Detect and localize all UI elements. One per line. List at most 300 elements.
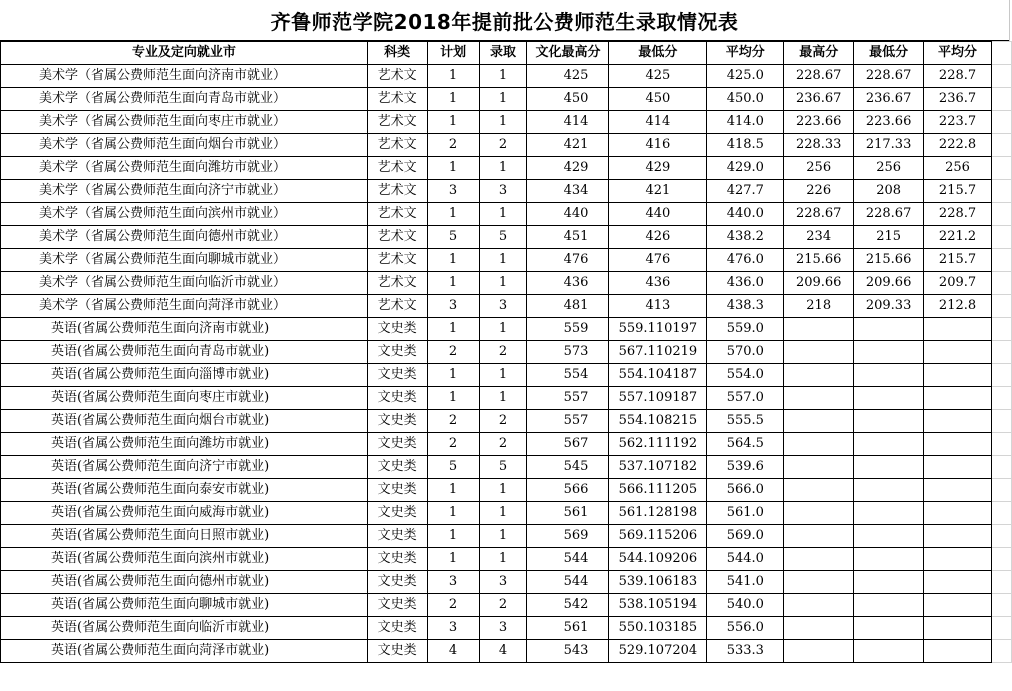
cell-min[interactable]: 566.111205 (609, 479, 707, 502)
empty-cell[interactable] (991, 594, 1011, 617)
cell-category[interactable]: 文史类 (367, 410, 427, 433)
cell-art-avg[interactable] (924, 410, 992, 433)
cell-avg[interactable]: 556.0 (707, 617, 784, 640)
empty-cell[interactable] (991, 65, 1011, 88)
cell-major[interactable]: 英语(省属公费师范生面向德州市就业) (1, 571, 368, 594)
cell-art-min[interactable]: 215 (854, 226, 924, 249)
cell-major[interactable]: 英语(省属公费师范生面向日照市就业) (1, 525, 368, 548)
cell-art-min[interactable] (854, 525, 924, 548)
cell-culture-max[interactable]: 450 (527, 88, 609, 111)
cell-avg[interactable]: 561.0 (707, 502, 784, 525)
cell-art-max[interactable]: 228.67 (784, 65, 854, 88)
cell-category[interactable]: 文史类 (367, 387, 427, 410)
cell-culture-max[interactable]: 557 (527, 387, 609, 410)
cell-art-min[interactable] (854, 502, 924, 525)
cell-major[interactable]: 英语(省属公费师范生面向临沂市就业) (1, 617, 368, 640)
cell-plan[interactable]: 2 (427, 134, 479, 157)
cell-art-min[interactable] (854, 387, 924, 410)
cell-min[interactable]: 425 (609, 65, 707, 88)
cell-category[interactable]: 文史类 (367, 318, 427, 341)
cell-major[interactable]: 美术学（省属公费师范生面向德州市就业） (1, 226, 368, 249)
cell-admitted[interactable]: 5 (479, 226, 527, 249)
cell-art-min[interactable] (854, 364, 924, 387)
cell-admitted[interactable]: 2 (479, 134, 527, 157)
cell-art-min[interactable]: 209.66 (854, 272, 924, 295)
cell-category[interactable]: 文史类 (367, 502, 427, 525)
cell-min[interactable]: 539.106183 (609, 571, 707, 594)
cell-admitted[interactable]: 1 (479, 364, 527, 387)
cell-category[interactable]: 文史类 (367, 456, 427, 479)
cell-art-min[interactable]: 208 (854, 180, 924, 203)
empty-cell[interactable] (991, 249, 1011, 272)
empty-cell[interactable] (991, 617, 1011, 640)
empty-cell[interactable] (991, 134, 1011, 157)
cell-avg[interactable]: 438.3 (707, 295, 784, 318)
empty-cell[interactable] (991, 272, 1011, 295)
cell-category[interactable]: 文史类 (367, 617, 427, 640)
cell-major[interactable]: 美术学（省属公费师范生面向聊城市就业） (1, 249, 368, 272)
cell-avg[interactable]: 566.0 (707, 479, 784, 502)
cell-major[interactable]: 英语(省属公费师范生面向青岛市就业) (1, 341, 368, 364)
cell-category[interactable]: 艺术文 (367, 295, 427, 318)
header-art-min[interactable]: 最低分 (854, 42, 924, 65)
cell-art-max[interactable] (784, 433, 854, 456)
cell-major[interactable]: 美术学（省属公费师范生面向临沂市就业） (1, 272, 368, 295)
cell-avg[interactable]: 544.0 (707, 548, 784, 571)
cell-category[interactable]: 艺术文 (367, 249, 427, 272)
cell-art-min[interactable]: 256 (854, 157, 924, 180)
cell-min[interactable]: 529.107204 (609, 640, 707, 663)
cell-art-avg[interactable] (924, 502, 992, 525)
cell-plan[interactable]: 3 (427, 295, 479, 318)
cell-major[interactable]: 英语(省属公费师范生面向菏泽市就业) (1, 640, 368, 663)
cell-art-avg[interactable] (924, 364, 992, 387)
cell-admitted[interactable]: 3 (479, 295, 527, 318)
cell-avg[interactable]: 570.0 (707, 341, 784, 364)
cell-avg[interactable]: 564.5 (707, 433, 784, 456)
cell-major[interactable]: 美术学（省属公费师范生面向潍坊市就业） (1, 157, 368, 180)
cell-culture-max[interactable]: 425 (527, 65, 609, 88)
cell-art-max[interactable]: 226 (784, 180, 854, 203)
cell-culture-max[interactable]: 440 (527, 203, 609, 226)
cell-min[interactable]: 421 (609, 180, 707, 203)
header-art-max[interactable]: 最高分 (784, 42, 854, 65)
cell-art-max[interactable] (784, 456, 854, 479)
cell-major[interactable]: 美术学（省属公费师范生面向滨州市就业） (1, 203, 368, 226)
cell-admitted[interactable]: 1 (479, 249, 527, 272)
cell-art-avg[interactable]: 256 (924, 157, 992, 180)
cell-admitted[interactable]: 1 (479, 548, 527, 571)
cell-art-avg[interactable] (924, 318, 992, 341)
cell-art-max[interactable] (784, 640, 854, 663)
cell-culture-max[interactable]: 557 (527, 410, 609, 433)
cell-art-avg[interactable] (924, 571, 992, 594)
cell-major[interactable]: 美术学（省属公费师范生面向济宁市就业） (1, 180, 368, 203)
cell-art-max[interactable]: 209.66 (784, 272, 854, 295)
cell-major[interactable]: 美术学（省属公费师范生面向枣庄市就业） (1, 111, 368, 134)
cell-art-avg[interactable]: 228.7 (924, 203, 992, 226)
cell-avg[interactable]: 450.0 (707, 88, 784, 111)
cell-culture-max[interactable]: 573 (527, 341, 609, 364)
cell-art-min[interactable] (854, 410, 924, 433)
cell-plan[interactable]: 1 (427, 157, 479, 180)
cell-avg[interactable]: 429.0 (707, 157, 784, 180)
cell-admitted[interactable]: 1 (479, 65, 527, 88)
cell-admitted[interactable]: 4 (479, 640, 527, 663)
cell-art-min[interactable]: 223.66 (854, 111, 924, 134)
cell-avg[interactable]: 476.0 (707, 249, 784, 272)
cell-culture-max[interactable]: 567 (527, 433, 609, 456)
cell-major[interactable]: 英语(省属公费师范生面向滨州市就业) (1, 548, 368, 571)
empty-cell[interactable] (991, 433, 1011, 456)
cell-admitted[interactable]: 5 (479, 456, 527, 479)
cell-admitted[interactable]: 2 (479, 410, 527, 433)
cell-art-min[interactable] (854, 594, 924, 617)
cell-major[interactable]: 英语(省属公费师范生面向济南市就业) (1, 318, 368, 341)
cell-culture-max[interactable]: 429 (527, 157, 609, 180)
empty-cell[interactable] (991, 410, 1011, 433)
cell-art-max[interactable]: 256 (784, 157, 854, 180)
cell-avg[interactable]: 440.0 (707, 203, 784, 226)
cell-avg[interactable]: 414.0 (707, 111, 784, 134)
cell-admitted[interactable]: 3 (479, 571, 527, 594)
cell-art-avg[interactable]: 212.8 (924, 295, 992, 318)
cell-art-min[interactable] (854, 341, 924, 364)
empty-cell[interactable] (991, 226, 1011, 249)
cell-admitted[interactable]: 3 (479, 180, 527, 203)
cell-category[interactable]: 艺术文 (367, 157, 427, 180)
cell-culture-max[interactable]: 544 (527, 571, 609, 594)
cell-category[interactable]: 文史类 (367, 525, 427, 548)
cell-min[interactable]: 429 (609, 157, 707, 180)
cell-plan[interactable]: 1 (427, 479, 479, 502)
cell-min[interactable]: 561.128198 (609, 502, 707, 525)
cell-admitted[interactable]: 1 (479, 387, 527, 410)
cell-culture-max[interactable]: 436 (527, 272, 609, 295)
table-row (1, 571, 1012, 594)
cell-plan[interactable]: 1 (427, 387, 479, 410)
cell-art-avg[interactable]: 215.7 (924, 180, 992, 203)
cell-art-max[interactable] (784, 341, 854, 364)
cell-art-max[interactable] (784, 594, 854, 617)
header-min[interactable]: 最低分 (609, 42, 707, 65)
cell-admitted[interactable]: 2 (479, 341, 527, 364)
cell-culture-max[interactable]: 545 (527, 456, 609, 479)
sheet-title: 齐鲁师范学院2018年提前批公费师范生录取情况表 (0, 0, 1010, 41)
empty-cell[interactable] (991, 180, 1011, 203)
cell-plan[interactable]: 1 (427, 548, 479, 571)
cell-avg[interactable]: 533.3 (707, 640, 784, 663)
cell-avg[interactable]: 436.0 (707, 272, 784, 295)
cell-major[interactable]: 美术学（省属公费师范生面向济南市就业） (1, 65, 368, 88)
cell-plan[interactable]: 3 (427, 617, 479, 640)
cell-plan[interactable]: 3 (427, 180, 479, 203)
cell-culture-max[interactable]: 476 (527, 249, 609, 272)
cell-plan[interactable]: 1 (427, 272, 479, 295)
cell-admitted[interactable]: 1 (479, 479, 527, 502)
empty-cell[interactable] (991, 295, 1011, 318)
empty-cell[interactable] (991, 502, 1011, 525)
cell-culture-max[interactable]: 414 (527, 111, 609, 134)
cell-art-min[interactable] (854, 479, 924, 502)
cell-art-min[interactable]: 236.67 (854, 88, 924, 111)
cell-art-max[interactable] (784, 364, 854, 387)
cell-avg[interactable]: 569.0 (707, 525, 784, 548)
cell-art-min[interactable]: 217.33 (854, 134, 924, 157)
cell-art-max[interactable] (784, 479, 854, 502)
header-admitted[interactable]: 录取 (479, 42, 527, 65)
cell-art-max[interactable]: 218 (784, 295, 854, 318)
cell-art-max[interactable]: 215.66 (784, 249, 854, 272)
cell-plan[interactable]: 2 (427, 341, 479, 364)
cell-admitted[interactable]: 1 (479, 111, 527, 134)
cell-art-avg[interactable]: 223.7 (924, 111, 992, 134)
cell-art-avg[interactable] (924, 617, 992, 640)
cell-art-max[interactable] (784, 387, 854, 410)
cell-art-min[interactable] (854, 617, 924, 640)
cell-category[interactable]: 艺术文 (367, 134, 427, 157)
header-culture-max[interactable]: 文化最高分 (527, 42, 609, 65)
cell-min[interactable]: 569.115206 (609, 525, 707, 548)
cell-category[interactable]: 文史类 (367, 548, 427, 571)
cell-art-min[interactable] (854, 548, 924, 571)
cell-art-avg[interactable] (924, 548, 992, 571)
cell-avg[interactable]: 539.6 (707, 456, 784, 479)
cell-art-avg[interactable] (924, 594, 992, 617)
cell-culture-max[interactable]: 554 (527, 364, 609, 387)
cell-art-min[interactable] (854, 571, 924, 594)
cell-culture-max[interactable]: 561 (527, 617, 609, 640)
empty-cell[interactable] (991, 571, 1011, 594)
cell-culture-max[interactable]: 569 (527, 525, 609, 548)
cell-art-avg[interactable] (924, 387, 992, 410)
cell-major[interactable]: 英语(省属公费师范生面向枣庄市就业) (1, 387, 368, 410)
empty-cell[interactable] (991, 203, 1011, 226)
cell-major[interactable]: 英语(省属公费师范生面向潍坊市就业) (1, 433, 368, 456)
cell-major[interactable]: 美术学（省属公费师范生面向菏泽市就业） (1, 295, 368, 318)
cell-art-avg[interactable] (924, 456, 992, 479)
cell-min[interactable]: 450 (609, 88, 707, 111)
cell-art-max[interactable] (784, 502, 854, 525)
cell-avg[interactable]: 541.0 (707, 571, 784, 594)
cell-min[interactable]: 416 (609, 134, 707, 157)
cell-admitted[interactable]: 2 (479, 594, 527, 617)
cell-plan[interactable]: 5 (427, 226, 479, 249)
cell-plan[interactable]: 2 (427, 410, 479, 433)
cell-admitted[interactable]: 1 (479, 318, 527, 341)
cell-category[interactable]: 文史类 (367, 640, 427, 663)
cell-min[interactable]: 554.108215 (609, 410, 707, 433)
header-plan[interactable]: 计划 (427, 42, 479, 65)
empty-cell[interactable] (991, 111, 1011, 134)
cell-min[interactable]: 413 (609, 295, 707, 318)
cell-admitted[interactable]: 1 (479, 525, 527, 548)
cell-admitted[interactable]: 1 (479, 502, 527, 525)
cell-art-max[interactable]: 223.66 (784, 111, 854, 134)
cell-art-avg[interactable]: 222.8 (924, 134, 992, 157)
cell-plan[interactable]: 1 (427, 502, 479, 525)
cell-major[interactable]: 英语(省属公费师范生面向淄博市就业) (1, 364, 368, 387)
empty-cell[interactable] (991, 88, 1011, 111)
cell-art-min[interactable]: 228.67 (854, 65, 924, 88)
cell-major[interactable]: 英语(省属公费师范生面向威海市就业) (1, 502, 368, 525)
cell-admitted[interactable]: 2 (479, 433, 527, 456)
cell-min[interactable]: 440 (609, 203, 707, 226)
cell-admitted[interactable]: 1 (479, 272, 527, 295)
header-major[interactable]: 专业及定向就业市 (1, 42, 368, 65)
cell-min[interactable]: 550.103185 (609, 617, 707, 640)
cell-min[interactable]: 476 (609, 249, 707, 272)
cell-plan[interactable]: 1 (427, 203, 479, 226)
cell-plan[interactable]: 1 (427, 111, 479, 134)
cell-admitted[interactable]: 1 (479, 88, 527, 111)
cell-art-avg[interactable]: 209.7 (924, 272, 992, 295)
cell-major[interactable]: 英语(省属公费师范生面向烟台市就业) (1, 410, 368, 433)
cell-min[interactable]: 436 (609, 272, 707, 295)
cell-art-avg[interactable]: 221.2 (924, 226, 992, 249)
cell-category[interactable]: 文史类 (367, 571, 427, 594)
cell-category[interactable]: 文史类 (367, 364, 427, 387)
cell-plan[interactable]: 1 (427, 525, 479, 548)
cell-avg[interactable]: 427.7 (707, 180, 784, 203)
cell-art-avg[interactable] (924, 479, 992, 502)
cell-art-max[interactable]: 234 (784, 226, 854, 249)
cell-category[interactable]: 艺术文 (367, 272, 427, 295)
cell-major[interactable]: 英语(省属公费师范生面向聊城市就业) (1, 594, 368, 617)
cell-admitted[interactable]: 1 (479, 203, 527, 226)
cell-art-min[interactable]: 209.33 (854, 295, 924, 318)
cell-min[interactable]: 544.109206 (609, 548, 707, 571)
cell-avg[interactable]: 418.5 (707, 134, 784, 157)
empty-cell[interactable] (991, 157, 1011, 180)
cell-art-min[interactable] (854, 318, 924, 341)
cell-category[interactable]: 文史类 (367, 479, 427, 502)
cell-culture-max[interactable]: 542 (527, 594, 609, 617)
cell-culture-max[interactable]: 544 (527, 548, 609, 571)
empty-cell[interactable] (991, 479, 1011, 502)
cell-art-min[interactable]: 215.66 (854, 249, 924, 272)
cell-category[interactable]: 艺术文 (367, 111, 427, 134)
cell-major[interactable]: 美术学（省属公费师范生面向青岛市就业） (1, 88, 368, 111)
cell-art-avg[interactable] (924, 341, 992, 364)
cell-major[interactable]: 英语(省属公费师范生面向济宁市就业) (1, 456, 368, 479)
cell-art-min[interactable] (854, 456, 924, 479)
cell-min[interactable]: 426 (609, 226, 707, 249)
cell-art-min[interactable]: 228.67 (854, 203, 924, 226)
cell-min[interactable]: 554.104187 (609, 364, 707, 387)
cell-category[interactable]: 文史类 (367, 594, 427, 617)
cell-avg[interactable]: 555.5 (707, 410, 784, 433)
cell-major[interactable]: 美术学（省属公费师范生面向烟台市就业） (1, 134, 368, 157)
cell-min[interactable]: 538.105194 (609, 594, 707, 617)
cell-min[interactable]: 557.109187 (609, 387, 707, 410)
cell-min[interactable]: 562.111192 (609, 433, 707, 456)
cell-art-avg[interactable]: 215.7 (924, 249, 992, 272)
cell-min[interactable]: 537.107182 (609, 456, 707, 479)
cell-category[interactable]: 艺术文 (367, 226, 427, 249)
cell-art-max[interactable]: 236.67 (784, 88, 854, 111)
cell-art-min[interactable] (854, 640, 924, 663)
cell-avg[interactable]: 559.0 (707, 318, 784, 341)
empty-cell[interactable] (991, 548, 1011, 571)
empty-cell[interactable] (991, 42, 1011, 65)
empty-cell[interactable] (991, 341, 1011, 364)
cell-category[interactable]: 艺术文 (367, 88, 427, 111)
empty-cell[interactable] (991, 364, 1011, 387)
cell-plan[interactable]: 3 (427, 571, 479, 594)
cell-min[interactable]: 559.110197 (609, 318, 707, 341)
cell-avg[interactable]: 554.0 (707, 364, 784, 387)
cell-art-max[interactable] (784, 571, 854, 594)
cell-category[interactable]: 文史类 (367, 433, 427, 456)
cell-art-max[interactable] (784, 525, 854, 548)
cell-avg[interactable]: 540.0 (707, 594, 784, 617)
cell-admitted[interactable]: 1 (479, 157, 527, 180)
cell-art-min[interactable] (854, 433, 924, 456)
cell-plan[interactable]: 1 (427, 249, 479, 272)
cell-art-avg[interactable] (924, 433, 992, 456)
cell-culture-max[interactable]: 434 (527, 180, 609, 203)
cell-art-max[interactable]: 228.67 (784, 203, 854, 226)
cell-art-max[interactable] (784, 617, 854, 640)
table-row (1, 525, 1012, 548)
cell-culture-max[interactable]: 451 (527, 226, 609, 249)
cell-plan[interactable]: 2 (427, 594, 479, 617)
cell-culture-max[interactable]: 566 (527, 479, 609, 502)
cell-art-avg[interactable]: 228.7 (924, 65, 992, 88)
header-art-avg[interactable]: 平均分 (924, 42, 992, 65)
cell-plan[interactable]: 5 (427, 456, 479, 479)
cell-avg[interactable]: 557.0 (707, 387, 784, 410)
cell-art-max[interactable] (784, 410, 854, 433)
cell-min[interactable]: 414 (609, 111, 707, 134)
cell-plan[interactable]: 4 (427, 640, 479, 663)
cell-avg[interactable]: 438.2 (707, 226, 784, 249)
cell-art-avg[interactable]: 236.7 (924, 88, 992, 111)
cell-culture-max[interactable]: 559 (527, 318, 609, 341)
empty-cell[interactable] (991, 318, 1011, 341)
cell-plan[interactable]: 1 (427, 364, 479, 387)
cell-admitted[interactable]: 3 (479, 617, 527, 640)
cell-art-max[interactable] (784, 548, 854, 571)
cell-plan[interactable]: 1 (427, 88, 479, 111)
cell-category[interactable]: 艺术文 (367, 180, 427, 203)
header-avg[interactable]: 平均分 (707, 42, 784, 65)
cell-culture-max[interactable]: 561 (527, 502, 609, 525)
empty-cell[interactable] (991, 525, 1011, 548)
empty-cell[interactable] (991, 640, 1011, 663)
cell-art-max[interactable] (784, 318, 854, 341)
cell-culture-max[interactable]: 481 (527, 295, 609, 318)
cell-category[interactable]: 艺术文 (367, 203, 427, 226)
header-category[interactable]: 科类 (367, 42, 427, 65)
cell-plan[interactable]: 1 (427, 65, 479, 88)
cell-plan[interactable]: 2 (427, 433, 479, 456)
cell-art-avg[interactable] (924, 525, 992, 548)
cell-culture-max[interactable]: 543 (527, 640, 609, 663)
cell-major[interactable]: 英语(省属公费师范生面向泰安市就业) (1, 479, 368, 502)
cell-category[interactable]: 文史类 (367, 341, 427, 364)
cell-art-max[interactable]: 228.33 (784, 134, 854, 157)
cell-avg[interactable]: 425.0 (707, 65, 784, 88)
empty-cell[interactable] (991, 456, 1011, 479)
cell-category[interactable]: 艺术文 (367, 65, 427, 88)
cell-plan[interactable]: 1 (427, 318, 479, 341)
cell-min[interactable]: 567.110219 (609, 341, 707, 364)
empty-cell[interactable] (991, 387, 1011, 410)
cell-art-avg[interactable] (924, 640, 992, 663)
cell-culture-max[interactable]: 421 (527, 134, 609, 157)
